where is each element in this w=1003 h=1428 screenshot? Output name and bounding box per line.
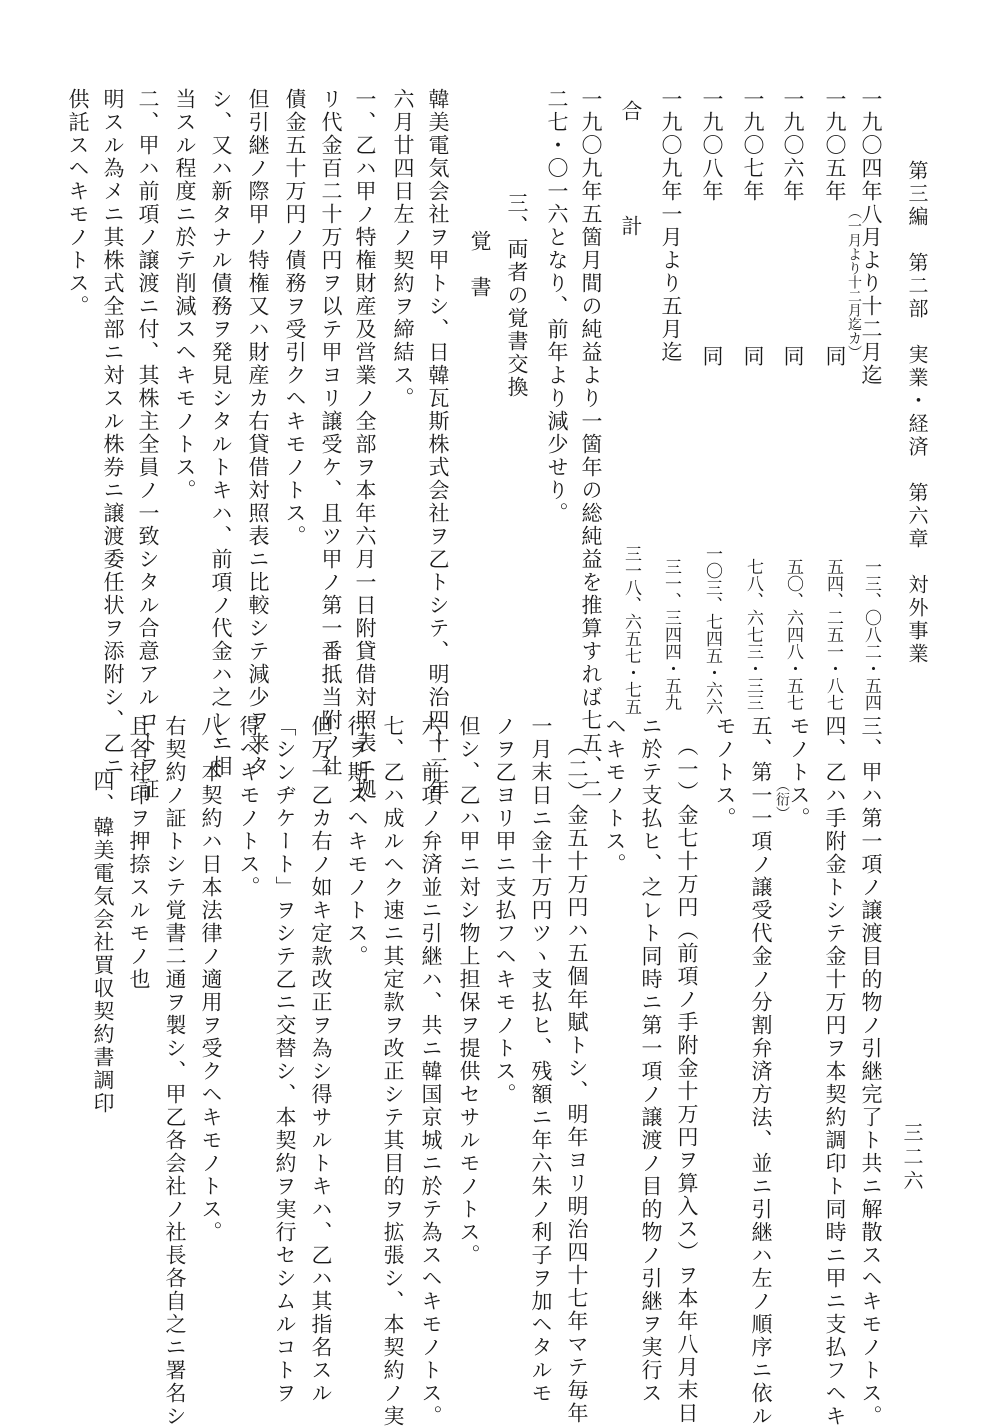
article-7-line-4: 「シンヂケート」ヲシテ乙ニ交替シ、本契約ヲ実行セシムルコトヲ bbox=[273, 715, 297, 1405]
article-2-line-2: 明スル為メニ其株式全部ニ対スル株券ニ譲渡委任状ヲ添附シ、乙ニ bbox=[101, 88, 125, 778]
row-1-label: 一九〇四年八月より十二月迄 bbox=[859, 88, 883, 387]
article-7-line-5: 得ヘキモノトス。 bbox=[237, 715, 261, 899]
summary-line-2: 二七・〇一六となり、前年より減少せり。 bbox=[545, 88, 569, 525]
row-3-spacer: 同 bbox=[781, 345, 805, 368]
row-5-spacer: 同 bbox=[700, 345, 724, 368]
article-1-line-2: リ代金百二十万円ヲ以テ甲ヨリ譲受ケ、且ツ甲ノ第一番抵当附ノ社 bbox=[319, 88, 343, 778]
article-2-line-3: 供託スヘキモノトス。 bbox=[66, 88, 90, 318]
article-6: 六、前項ノ弁済並ニ引継ハ、共ニ韓国京城ニ於テ為スヘキモノトス。 bbox=[419, 715, 443, 1428]
article-5-line-1: 五、第一一項ノ譲受代金ノ分割弁済方法、並ニ引継ハ左ノ順序ニ依ル bbox=[749, 715, 773, 1428]
row-5-label: 一九〇八年 bbox=[700, 88, 724, 203]
memo-preamble-line-1: 韓美電気会社ヲ甲トシ、日韓瓦斯株式会社ヲ乙トシテ、明治四十二年 bbox=[426, 88, 450, 801]
article-1-line-3: 債金五十万円ノ債務ヲ受引クヘキモノトス。 bbox=[283, 88, 307, 548]
summary-line-1: 一九〇九年五箇月間の純益より一箇年の総純益を推算すれば七五、二 bbox=[579, 88, 603, 801]
article-7-line-3: 但万一乙カ右ノ如キ定款改正ヲ為シ得サルトキハ、乙ハ其指名スル bbox=[309, 715, 333, 1405]
row-4-value: 七八、六七三・三三 bbox=[743, 558, 763, 711]
total-value: 三一八、六五七・七五 bbox=[621, 545, 641, 715]
article-3: 三、甲ハ第一項ノ譲渡目的物ノ引継完了ト共ニ解散スヘキモノトス。 bbox=[859, 715, 883, 1428]
page-number: 三二六 bbox=[900, 1122, 924, 1194]
closing-line-1: 右契約ノ証トシテ覚書二通ヲ製シ、甲乙各会社ノ社長各自之ニ署名シ bbox=[163, 715, 187, 1428]
omission-note: （衍） bbox=[774, 778, 790, 820]
article-1-line-4: 但引継ノ際甲ノ特権又ハ財産カ右貸借対照表ニ比較シテ減少ヲ来タ bbox=[246, 88, 270, 778]
article-8: 八、本契約ハ日本法律ノ適用ヲ受クヘキモノトス。 bbox=[199, 715, 223, 1244]
article-5-line-2: モノトス。 bbox=[713, 715, 737, 830]
article-5-item-1-line-1: （一）金七十万円（前項ノ手附金十万円ヲ算入ス）ヲ本年八月末日 bbox=[675, 735, 699, 1425]
running-header: 第三編 第二部 実業・経済 第六章 対外事業 bbox=[905, 160, 929, 666]
total-label: 合 計 bbox=[619, 100, 643, 238]
article-1-line-6: 当スル程度ニ於テ削減スヘキモノトス。 bbox=[173, 88, 197, 502]
article-7-line-1: 七、乙ハ成ルヘク速ニ其定款ヲ改正シテ其目的ヲ拡張シ、本契約ノ実 bbox=[381, 715, 405, 1428]
article-4-line-1: 四、乙ハ手附金トシテ金十万円ヲ本契約調印ト同時ニ甲ニ支払フヘキ bbox=[823, 715, 847, 1428]
row-4-label: 一九〇七年 bbox=[741, 88, 765, 203]
article-5-item-2-line-4: 但シ、乙ハ甲ニ対シ物上担保ヲ提供セサルモノトス。 bbox=[457, 715, 481, 1267]
section-3-heading: 三、両者の覚書交換 bbox=[505, 192, 529, 399]
row-2-note: （一月より十二月迄カ） bbox=[846, 205, 862, 359]
row-6-label: 一九〇九年一月より五月迄 bbox=[659, 88, 683, 364]
article-5-item-1-line-3: ヘキモノトス。 bbox=[603, 715, 627, 876]
row-6-value: 三一、三四四・五九 bbox=[661, 558, 681, 711]
article-2-line-1: 二、甲ハ前項ノ譲渡ニ付、其株主全員ノ一致シタル合意アルコトヲ証 bbox=[136, 88, 160, 801]
row-4-spacer: 同 bbox=[741, 345, 765, 368]
memo-title: 覚 書 bbox=[468, 230, 492, 299]
article-4-line-2: モノトス。 bbox=[787, 715, 811, 830]
article-5-item-2-line-2: 一月末日ニ金十万円ツヽ支払ヒ、残額ニ年六朱ノ利子ヲ加ヘタルモ bbox=[529, 715, 553, 1405]
article-7-line-2: 行ヲ期スヘキモノトス。 bbox=[345, 715, 369, 968]
article-1-line-5: シ、又ハ新タナル債務ヲ発見シタルトキハ、前項ノ代金ハ之レニ相 bbox=[209, 88, 233, 778]
article-1-line-1: 一、乙ハ甲ノ特権財産及営業ノ全部ヲ本年六月一日附貸借対照表ニ拠 bbox=[353, 88, 377, 801]
section-4-heading: 四、韓美電気会社買収契約書調印 bbox=[91, 770, 115, 1115]
closing-line-2: 且各社印ヲ押捺スルモノ也 bbox=[127, 715, 151, 991]
row-5-value: 一〇三、七四五・六六 bbox=[702, 545, 722, 715]
row-3-value: 五〇、六四八・五七 bbox=[783, 558, 803, 711]
row-2-label: 一九〇五年 bbox=[823, 88, 847, 203]
row-1-value: 一三、〇八二・五四 bbox=[861, 558, 881, 711]
memo-preamble-line-2: 六月廿四日左ノ契約ヲ締結ス。 bbox=[391, 88, 415, 410]
article-5-item-2-line-3: ノヲ乙ヨリ甲ニ支払フヘキモノトス。 bbox=[493, 715, 517, 1106]
row-2-value: 五四、二五一・八七 bbox=[823, 558, 843, 711]
article-5-item-1-line-2: ニ於テ支払ヒ、之レト同時ニ第一項ノ譲渡ノ目的物ノ引継ヲ実行ス bbox=[639, 715, 663, 1405]
article-5-item-2-line-1: （二）金五十万円ハ五個年賦トシ、明年ヨリ明治四十七年マテ毎年 bbox=[565, 735, 589, 1425]
row-3-label: 一九〇六年 bbox=[781, 88, 805, 203]
row-2-spacer: 同 bbox=[823, 345, 847, 368]
